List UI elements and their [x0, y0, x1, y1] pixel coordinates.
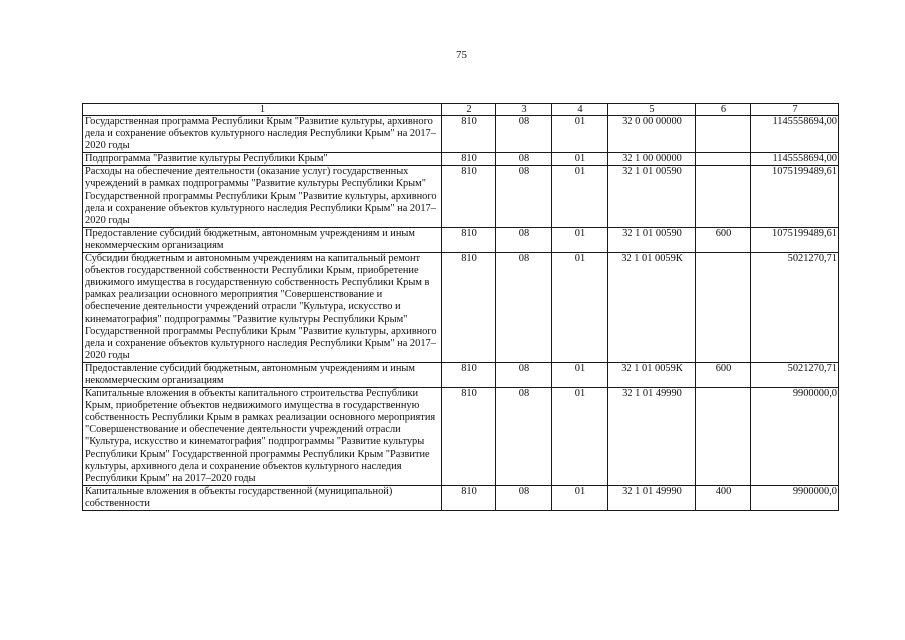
row-code-5: 32 1 01 49990 — [608, 388, 696, 486]
row-code-3: 08 — [496, 153, 552, 166]
row-amount: 5021270,71 — [751, 362, 839, 387]
row-name: Капитальные вложения в объекты капитального строительства Республики Крым, приобретение объектов недвижимого имущества в государственную собственность Республики Крым в рамках реализации основного мероприятия "Совершенствование и обеспечение деятельности учреждений отрасли "Культура, искусство и кинематография" подпрограммы "Развитие культуры Республики Крым" Государственной программы Республики Крым "Развитие культуры, архивного дела и сохранение объектов культурного наследия Республики Крым" на 2017–2020 годы — [83, 388, 442, 486]
row-amount: 9900000,0 — [751, 485, 839, 510]
table-row — [83, 116, 839, 153]
table-body — [83, 116, 839, 511]
row-code-6: 600 — [696, 362, 751, 387]
table-row — [83, 166, 839, 227]
row-code-5: 32 1 01 0059К — [608, 362, 696, 387]
row-code-3: 08 — [496, 485, 552, 510]
row-amount: 1075199489,61 — [751, 166, 839, 227]
row-code-5: 32 1 01 49990 — [608, 485, 696, 510]
row-code-5: 32 1 00 00000 — [608, 153, 696, 166]
header-col-1: 1 — [83, 104, 442, 116]
row-code-6: 400 — [696, 485, 751, 510]
row-code-3: 08 — [496, 166, 552, 227]
budget-table — [82, 103, 839, 511]
row-code-4: 01 — [552, 227, 608, 252]
table-row — [83, 485, 839, 510]
table-header — [83, 104, 839, 116]
row-code-4: 01 — [552, 485, 608, 510]
row-amount: 5021270,71 — [751, 253, 839, 363]
row-code-6 — [696, 116, 751, 153]
row-name: Подпрограмма "Развитие культуры Республики Крым" — [83, 153, 442, 166]
row-amount: 1145558694,00 — [751, 116, 839, 153]
row-name: Капитальные вложения в объекты государственной (муниципальной) собственности — [83, 485, 442, 510]
row-name: Государственная программа Республики Крым "Развитие культуры, архивного дела и сохранение объектов культурного наследия Республики Крым" на 2017–2020 годы — [83, 116, 442, 153]
row-code-4: 01 — [552, 253, 608, 363]
row-code-2: 810 — [442, 485, 496, 510]
row-code-2: 810 — [442, 116, 496, 153]
header-col-5: 5 — [608, 104, 696, 116]
header-col-7: 7 — [751, 104, 839, 116]
row-name: Предоставление субсидий бюджетным, автономным учреждениям и иным некоммерческим организациям — [83, 362, 442, 387]
table-row — [83, 227, 839, 252]
table-row — [83, 388, 839, 486]
row-code-4: 01 — [552, 116, 608, 153]
row-code-2: 810 — [442, 153, 496, 166]
row-name: Расходы на обеспечение деятельности (оказание услуг) государственных учреждений в рамках подпрограммы "Развитие культуры Республики Крым" Государственной программы Республики Крым "Развитие культуры, архивного дела и сохранение объектов культурного наследия Республики Крым" на 2017–2020 годы — [83, 166, 442, 227]
row-code-3: 08 — [496, 362, 552, 387]
row-code-6: 600 — [696, 227, 751, 252]
row-code-4: 01 — [552, 362, 608, 387]
row-code-5: 32 1 01 0059К — [608, 253, 696, 363]
row-code-2: 810 — [442, 253, 496, 363]
row-code-3: 08 — [496, 227, 552, 252]
row-name: Предоставление субсидий бюджетным, автономным учреждениям и иным некоммерческим организациям — [83, 227, 442, 252]
row-code-6 — [696, 153, 751, 166]
row-code-2: 810 — [442, 227, 496, 252]
row-code-4: 01 — [552, 166, 608, 227]
row-amount: 9900000,0 — [751, 388, 839, 486]
row-code-4: 01 — [552, 153, 608, 166]
page-number: 75 — [456, 49, 467, 61]
row-code-4: 01 — [552, 388, 608, 486]
row-code-5: 32 1 01 00590 — [608, 166, 696, 227]
row-amount: 1145558694,00 — [751, 153, 839, 166]
row-code-6 — [696, 166, 751, 227]
table-row — [83, 153, 839, 166]
row-code-2: 810 — [442, 388, 496, 486]
header-col-3: 3 — [496, 104, 552, 116]
row-code-3: 08 — [496, 116, 552, 153]
table-row — [83, 362, 839, 387]
header-col-2: 2 — [442, 104, 496, 116]
header-row — [83, 104, 839, 116]
row-code-5: 32 0 00 00000 — [608, 116, 696, 153]
row-code-6 — [696, 253, 751, 363]
row-code-3: 08 — [496, 253, 552, 363]
row-code-2: 810 — [442, 362, 496, 387]
row-code-5: 32 1 01 00590 — [608, 227, 696, 252]
header-col-4: 4 — [552, 104, 608, 116]
row-name: Субсидии бюджетным и автономным учреждениям на капитальный ремонт объектов государственной собственности Республики Крым, приобретение движимого имущества в государственную собственность Республики Крым в рамках реализации основного мероприятия "Совершенствование и обеспечение деятельности учреждений отрасли "Культура, искусство и кинематография" подпрограммы "Развитие культуры Республики Крым" Государственной программы Республики Крым "Развитие культуры, архивного дела и сохранение объектов культурного наследия Республики Крым" на 2017–2020 годы — [83, 253, 442, 363]
row-amount: 1075199489,61 — [751, 227, 839, 252]
table-row — [83, 253, 839, 363]
row-code-3: 08 — [496, 388, 552, 486]
row-code-6 — [696, 388, 751, 486]
header-col-6: 6 — [696, 104, 751, 116]
row-code-2: 810 — [442, 166, 496, 227]
